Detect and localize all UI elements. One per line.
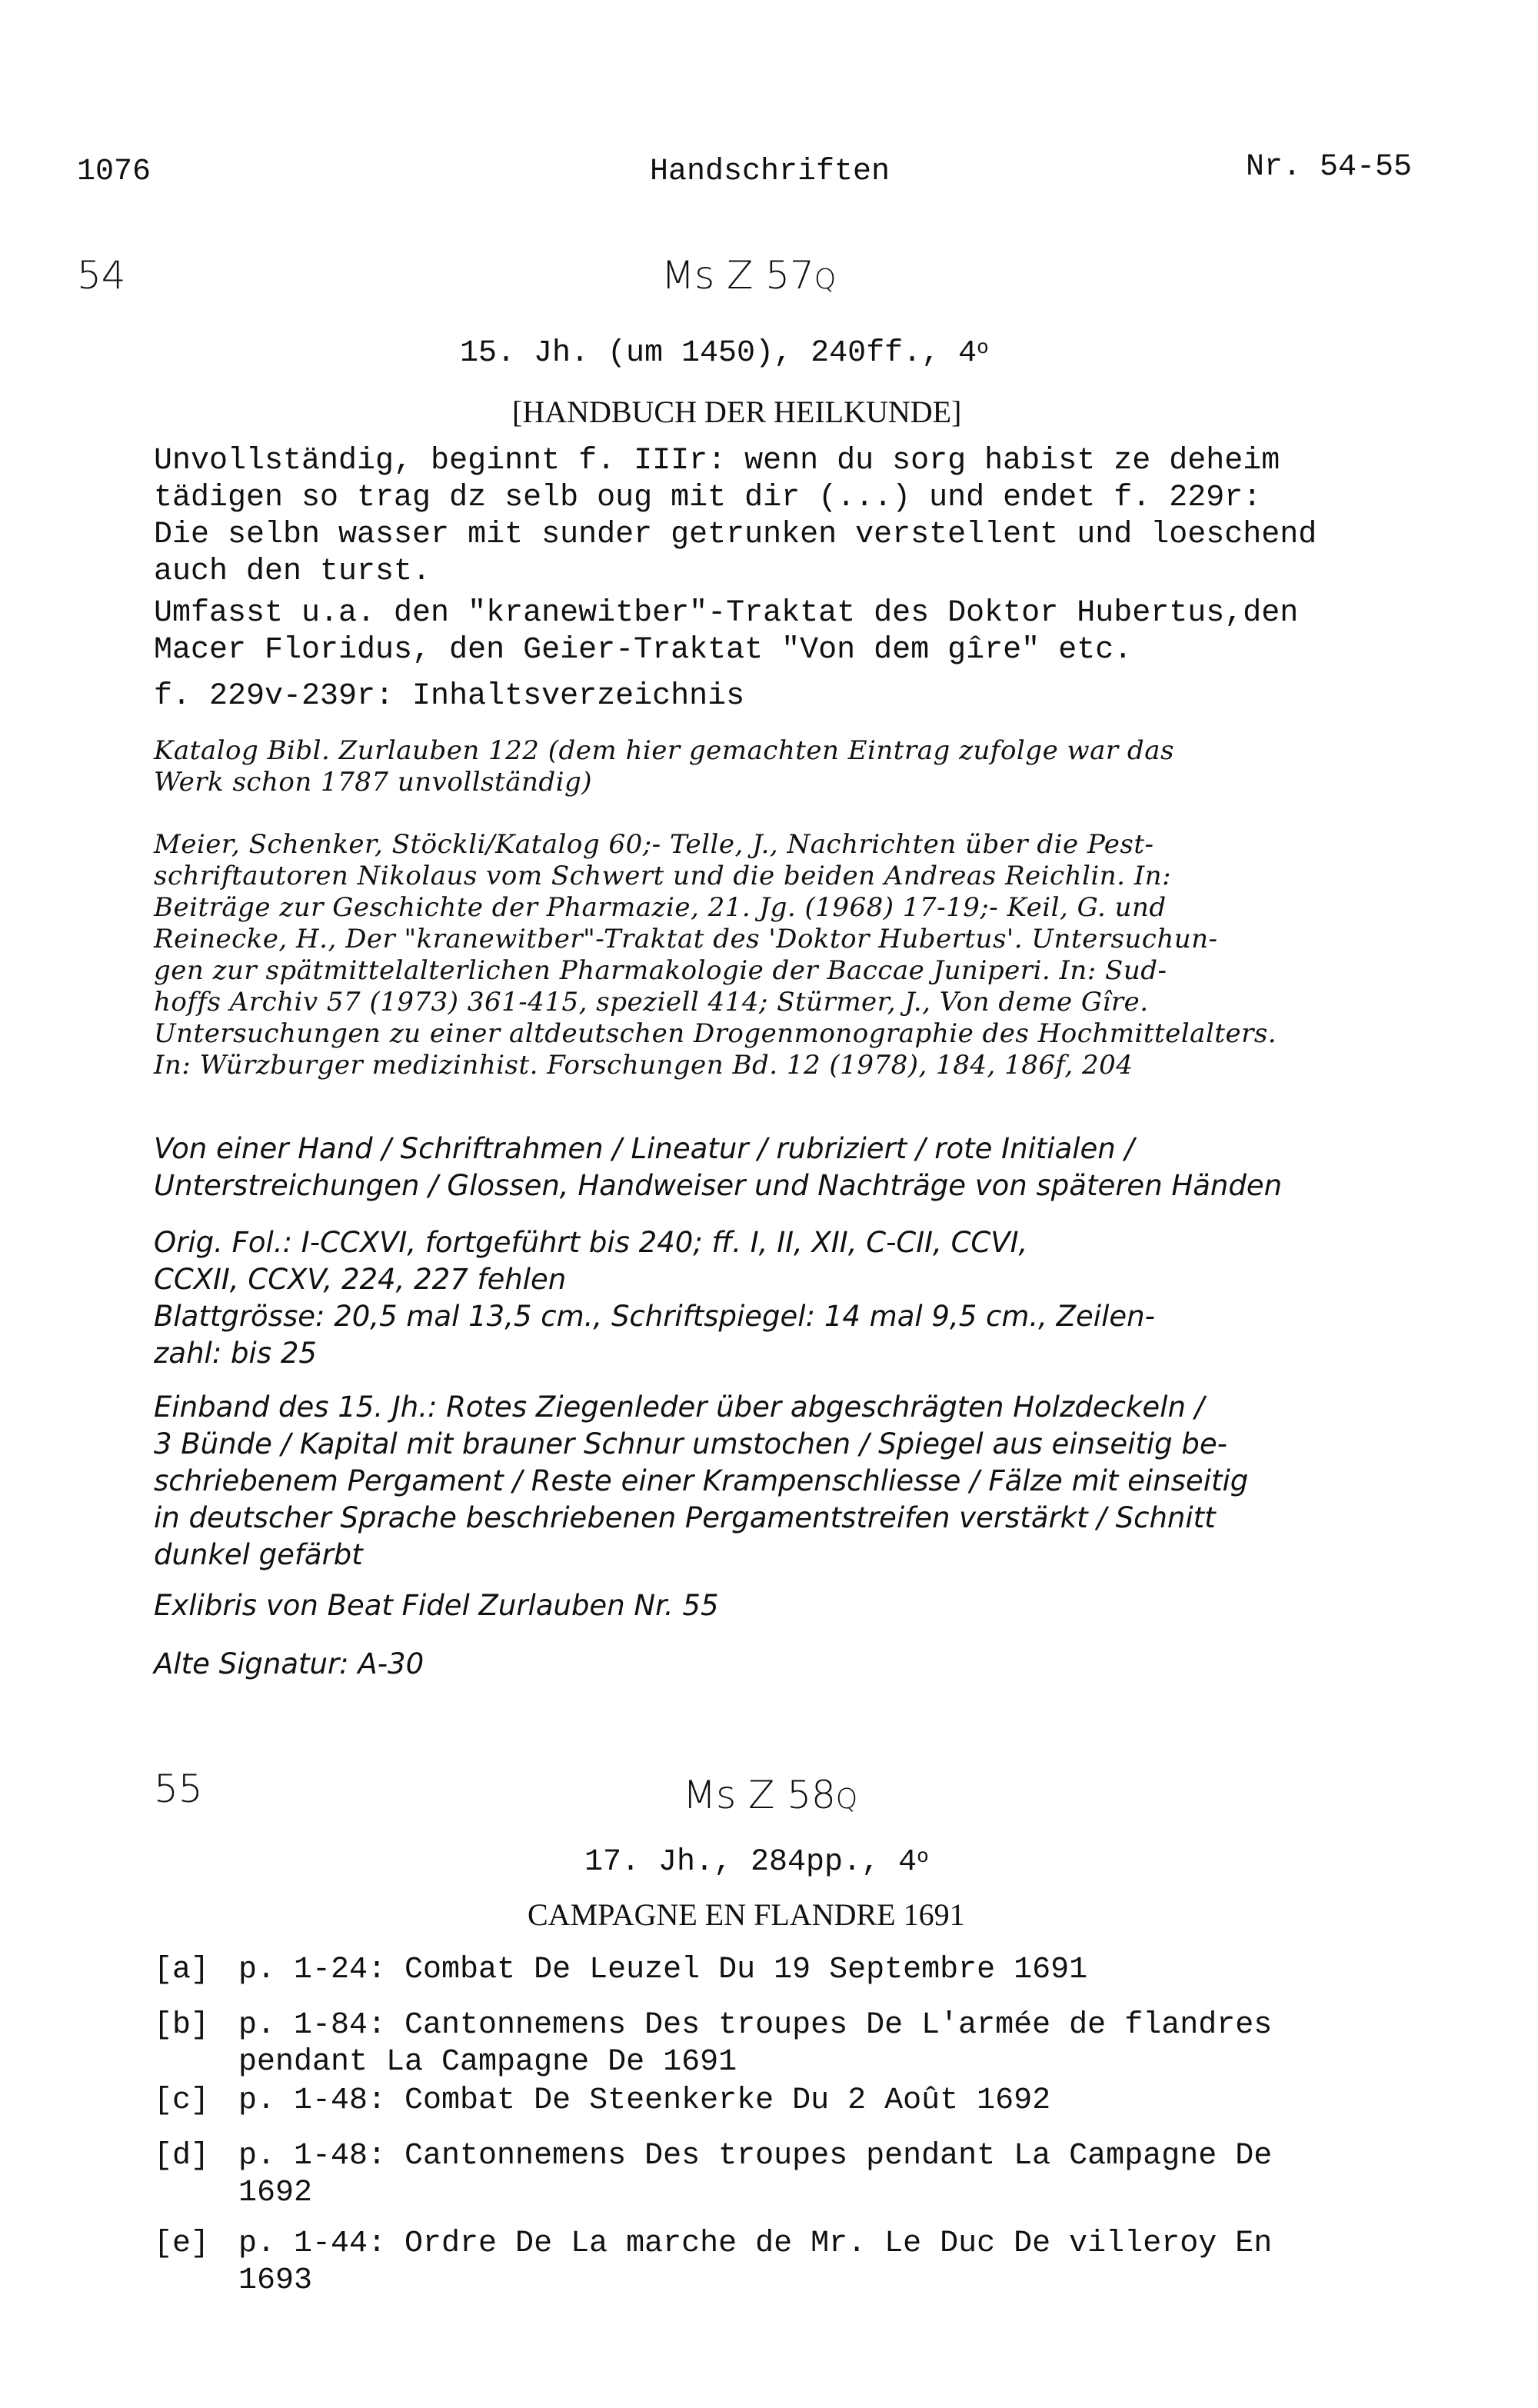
shelfmark: Ms Z 58Q bbox=[683, 1773, 858, 1817]
list-item-label: [a] bbox=[154, 1953, 210, 1987]
list-item: p. 1-44: Ordre De La marche de Mr. Le Duc De villeroy En 1693 bbox=[238, 2226, 1273, 2298]
entry-title: CAMPAGNE EN FLANDRE 1691 bbox=[528, 1897, 965, 1932]
catalog-note: Katalog Bibl. Zurlauben 122 (dem hier gemachten Eintrag zufolge war das Werk schon 1787 unvollständig) bbox=[154, 735, 1174, 798]
entry-title: [HANDBUCH DER HEILKUNDE] bbox=[512, 395, 962, 429]
list-item-label: [c] bbox=[154, 2083, 210, 2118]
list-item-label: [b] bbox=[154, 2008, 210, 2043]
exlibris: Exlibris von Beat Fidel Zurlauben Nr. 55 bbox=[154, 1589, 719, 1622]
old-signature: Alte Signatur: A-30 bbox=[154, 1647, 424, 1680]
description: Unvollständig, beginnt f. IIIr: wenn du sorg habist ze deheim tädigen so trag dz selb oug mit dir (...) und endet f. 229r: Die selbn wasser mit sunder getrunken verstellent und loeschend auch den turst. Umfasst u.a. den "kranewitber"-Traktat des Doktor Hubertus,den Macer Floridus, den Geier-Traktat "Von dem gîre" etc. f. 229v-239r: Inhaltsverzeichnis bbox=[154, 444, 1317, 714]
list-item-label: [d] bbox=[154, 2139, 210, 2173]
entry-number: 54 bbox=[77, 253, 126, 298]
list-item: p. 1-24: Combat De Leuzel Du 19 Septembre 1691 bbox=[238, 1953, 1088, 1987]
list-item: p. 1-48: Cantonnemens Des troupes pendant La Campagne De 1692 bbox=[238, 2139, 1273, 2210]
running-title: Handschriften bbox=[650, 155, 891, 189]
list-item: p. 1-48: Combat De Steenkerke Du 2 Août 1692 bbox=[238, 2083, 1051, 2118]
binding: Einband des 15. Jh.: Rotes Ziegenleder über abgeschrägten Holzdeckeln / 3 Bünde / Kapital mit brauner Schnur umstochen / Spiegel aus einseitig be- schriebenem Pergament / Reste einer Krampenschliesse / Fälze mit einseitig in deutscher Sprache beschriebenen Pergamentstreifen verstärkt / Schnitt dunkel gefärbt bbox=[154, 1391, 1249, 1571]
foliation: Orig. Fol.: I-CCXVI, fortgeführt bis 240; ff. I, II, XII, C-CII, CCVI, CCXII, CCXV, 224, 227 fehlen Blattgrösse: 20,5 mal 13,5 cm., Schriftspiegel: 14 mal 9,5 cm., Zeilen- zahl: bis 25 bbox=[154, 1226, 1155, 1370]
literature: Meier, Schenker, Stöckli/Katalog 60;- Telle, J., Nachrichten über die Pest- schriftautoren Nikolaus vom Schwert und die beiden Andreas Reichlin. In: Beiträge zur Geschichte der Pharmazie, 21. Jg. (1968) 17-19;- Keil, G. und Reinecke, H., Der "kranewitber"-Traktat des 'Doktor Hubertus'. Untersuchun- gen zur spätmittelalterlichen Pharmakologie der Baccae Juniperi. In: Sud- hoffs Archiv 57 (1973) 361-415, speziell 414; Stürmer, J., Von deme Gîre. Untersuchungen zu einer altdeutschen Drogenmonographie des Hochmittelalters. In: Würzburger medizinhist. Forschungen Bd. 12 (1978), 184, 186f, 204 bbox=[154, 829, 1277, 1081]
list-item-label: [e] bbox=[154, 2226, 210, 2261]
page-number: 1076 bbox=[77, 155, 151, 189]
entry-range: Nr. 54-55 bbox=[1246, 150, 1413, 185]
list-item: p. 1-84: Cantonnemens Des troupes De L'armée de flandres pendant La Campagne De 1691 bbox=[238, 2008, 1273, 2080]
dating-line: 17. Jh., 284pp., 4$^o$ bbox=[584, 1845, 929, 1880]
hands-description: Von einer Hand / Schriftrahmen / Lineatur / rubriziert / rote Initialen / Unterstreichungen / Glossen, Handweiser und Nachträge von späteren Händen bbox=[154, 1132, 1283, 1202]
shelfmark: Ms Z 57Q bbox=[661, 253, 837, 298]
entry-number: 55 bbox=[154, 1767, 203, 1811]
dating-line: 15. Jh. (um 1450), 240ff., 4$^o$ bbox=[460, 336, 989, 371]
